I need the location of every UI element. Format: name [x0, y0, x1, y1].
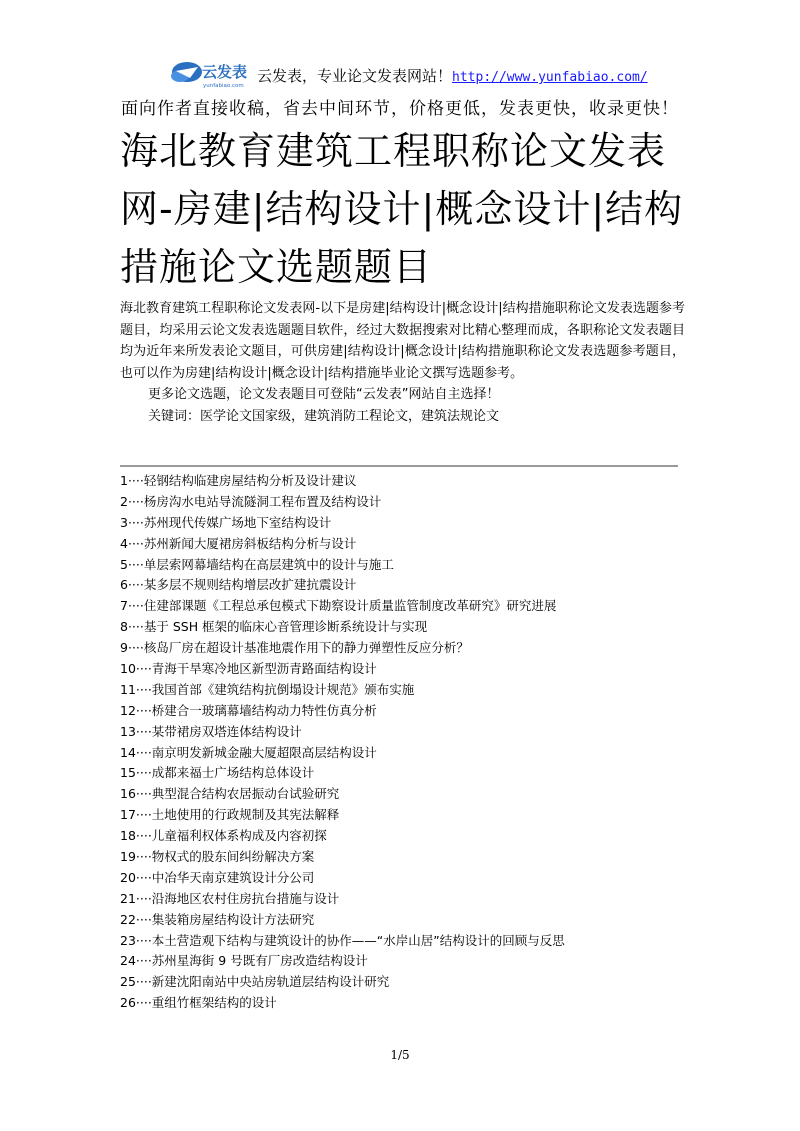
list-item: 18····儿童福利权体系构成及内容初探	[120, 828, 327, 844]
page-number: 1/5	[390, 1048, 410, 1062]
header-slogan: 面向作者直接收稿，省去中间环节，价格更低，发表更快，收录更快！	[121, 99, 679, 119]
list-item: 14····南京明发新城金融大厦超限高层结构设计	[120, 744, 377, 760]
list-item: 2····杨房沟水电站导流隧洞工程布置及结构设计	[120, 493, 382, 509]
section-divider	[120, 465, 678, 467]
website-link[interactable]: http://www.yunfabiao.com/	[452, 70, 648, 85]
list-item: 7····住建部课题《工程总承包模式下勘察设计质量监管制度改革研究》研究进展	[120, 598, 557, 614]
list-item: 12····桥建合一玻璃幕墙结构动力特性仿真分析	[120, 702, 377, 718]
list-item: 6····某多层不规则结构增层改扩建抗震设计	[120, 577, 357, 593]
logo-text: 云发表	[202, 63, 248, 81]
yunfabiao-logo	[170, 58, 254, 92]
list-item: 15····成都来福士广场结构总体设计	[120, 765, 315, 781]
list-item: 22····集装箱房屋结构设计方法研究	[120, 911, 315, 927]
list-item: 16····典型混合结构农居振动台试验研究	[120, 786, 340, 802]
list-item: 8····基于 SSH 框架的临床心音管理诊断系统设计与实现	[120, 619, 428, 635]
list-item: 26····重组竹框架结构的设计	[120, 995, 277, 1011]
list-item: 23····本土营造观下结构与建筑设计的协作——“水岸山居”结构设计的回顾与反思	[120, 932, 565, 948]
list-item: 9····核岛厂房在超设计基准地震作用下的静力弹塑性反应分析？	[120, 640, 469, 656]
topic-list	[120, 471, 680, 1014]
header-tagline-line	[257, 65, 648, 86]
list-item: 24····苏州星海街 9 号既有厂房改造结构设计	[120, 953, 368, 969]
list-item: 11····我国首部《建筑结构抗倒塌设计规范》颁布实施	[120, 681, 415, 697]
page-title: 海北教育建筑工程职称论文发表网-房建|结构设计|概念设计|结构措施论文选题题目	[120, 129, 684, 289]
list-item: 1····轻钢结构临建房屋结构分析及设计建议	[120, 473, 357, 488]
list-item: 3····苏州现代传媒广场地下室结构设计	[120, 514, 332, 530]
list-item: 20····中冶华天南京建筑设计分公司	[120, 869, 315, 885]
header-tagline: 云发表，专业论文发表网站！	[257, 67, 453, 85]
list-item: 10····青海干旱寒冷地区新型沥青路面结构设计	[120, 661, 377, 677]
list-item: 4····苏州新闻大厦裙房斜板结构分析与设计	[120, 535, 357, 551]
list-item: 5····单层索网幕墙结构在高层建筑中的设计与施工	[120, 556, 394, 572]
list-item: 21····沿海地区农村住房抗台措施与设计	[120, 890, 340, 906]
list-item: 17····土地使用的行政规制及其宪法解释	[120, 807, 340, 823]
intro-section	[120, 298, 685, 427]
list-item: 25····新建沈阳南站中央站房轨道层结构设计研究	[120, 974, 390, 990]
page-header	[0, 56, 800, 120]
logo-subtext: yunfabiao.com	[203, 83, 244, 89]
more-topics-note: 更多论文选题，论文发表题目可登陆“云发表”网站自主选择！	[148, 387, 500, 402]
keywords-line: 关键词：医学论文国家级，建筑消防工程论文，建筑法规论文	[148, 408, 500, 424]
intro-paragraph: 海北教育建筑工程职称论文发表网-以下是房建|结构设计|概念设计|结构措施职称论文发表选题参考题目，均采用云论文发表选题题目软件，经过大数据搜索对比精心整理而成，各职称论文发表题目均为近年来所发表论文题目，可供房建|结构设计|概念设计|结构措施职称论文发表选题参考题目，也可以作为房建|结构设计|概念设计|结构措施毕业论文撰写选题参考。	[120, 301, 685, 381]
list-item: 19····物权式的股东间纠纷解决方案	[120, 849, 315, 865]
list-item: 13····某带裙房双塔连体结构设计	[120, 723, 302, 739]
